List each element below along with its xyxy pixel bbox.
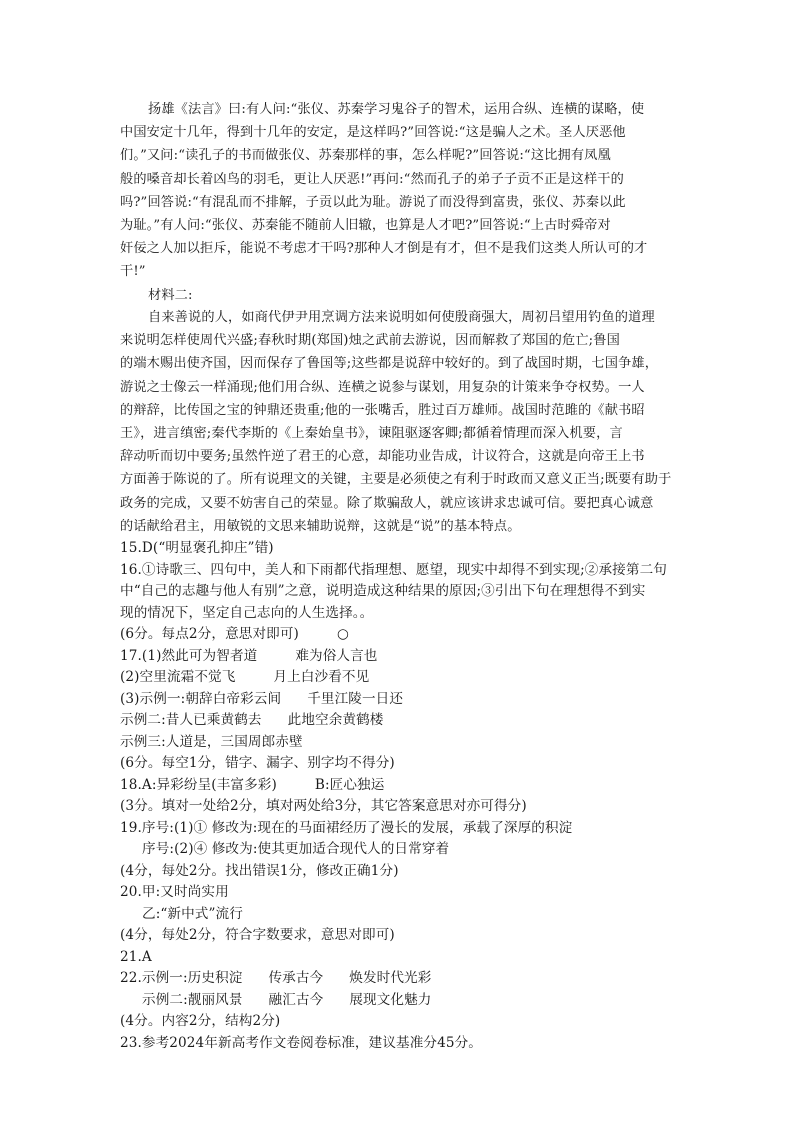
answer-part: (3)示例一:朝辞白帝彩云间 xyxy=(120,690,282,707)
answer-20-score: (4分，每处2分，符合字数要求，意思对即可) xyxy=(120,927,395,943)
passage-one xyxy=(120,98,647,284)
passage-line: 干!” xyxy=(120,264,146,280)
answer-part: 月上白沙看不见 xyxy=(273,669,370,685)
passage-line: 的端木赐出使齐国，因而保存了鲁国等;这些都是说辞中较好的。到了战国时期，七国争雄， xyxy=(120,356,659,372)
answer-17-1 xyxy=(120,646,667,668)
answer-16: 16.①诗歌三、四句中，美人和下雨都代指理想、愿望，现实中却得不到实现;②承接第二句 xyxy=(120,561,667,578)
answer-16-cont: 现的情况下，坚定自己志向的人生选择。。 xyxy=(120,604,374,621)
passage-line: 的辩辞，比传国之宝的钟鼎还贵重;他的一张嘴舌，胜过百万雄师。战国时范雎的《献书昭 xyxy=(120,402,645,418)
answer-17-3 xyxy=(120,689,667,711)
answer-part: 此地空余黄鹤楼 xyxy=(287,712,384,728)
answer-22-ex2 xyxy=(120,990,667,1012)
passage-line: 方面善于陈说的了。所有说理文的关键，主要是必须使之有利于时政而又意义正当;既要有助于 xyxy=(120,472,672,488)
passage-line: 王》，进言缜密;秦代李斯的《上秦始皇书》，谏阻驱逐客卿;都循着情理而深入机要，言 xyxy=(120,426,623,442)
answer-17-ex3: 示例三:人道是，三国周郎赤壁 xyxy=(120,733,303,750)
answer-part: 融汇古今 xyxy=(268,991,324,1008)
answer-20-a: 20.甲:又时尚实用 xyxy=(120,884,229,900)
passage-two xyxy=(120,306,671,538)
passage-line: 辞动听而切中要务;虽然忤逆了君王的心意，却能功业告成，计议符合，这就是向帝王上书 xyxy=(120,449,645,465)
answer-17-2 xyxy=(120,667,667,689)
answer-part: 焕发时代光彩 xyxy=(349,970,432,986)
passage-line: 游说之士像云一样涌现;他们用合纵、连横之说参与谋划，用复杂的计策来争夺权势。一人 xyxy=(120,379,645,395)
answer-19-score: (4分，每处2分。找出错误1分，修改正确1分) xyxy=(120,862,399,879)
answer-18-score: (3分。填对一处给2分，填对两处给3分，其它答案意思对亦可得分) xyxy=(120,798,527,814)
passage-line: 为耻。”有人问:“张仪、苏秦能不随前人旧辙，也算是人才吧?”回答说:“上古时舜帝对 xyxy=(120,218,611,234)
answer-part: 示例二:靓丽风景 xyxy=(142,991,243,1008)
answer-19-1: 19.序号:(1)① 修改为:现在的马面裙经历了漫长的发展，承载了深厚的积淀 xyxy=(120,819,573,836)
answer-18 xyxy=(120,775,667,797)
answer-16-score xyxy=(120,624,667,646)
answer-21: 21.A xyxy=(120,948,152,965)
passage-line: 的话献给君主，用敏锐的文思来辅助说辩，这就是“说”的基本特点。 xyxy=(120,518,521,534)
answer-19-2: 序号:(2)④ 修改为:使其更加适合现代人的日常穿着 xyxy=(142,841,450,857)
passage-line: 自来善说的人，如商代伊尹用烹调方法来说明如何使殷商强大，周初吕望用钓鱼的道理 xyxy=(148,310,655,325)
passage-line: 们。”又问:“读孔子的书而做张仪、苏秦那样的事，怎么样呢?”回答说:“这比拥有凤凰 xyxy=(120,148,611,164)
passage-line: 扬雄《法言》曰:有人问:“张仪、苏秦学习鬼谷子的智术，运用合纵、连横的谋略，使 xyxy=(148,102,645,117)
passage-line: 吗?”回答说:“有混乱而不排解，子贡以此为耻。游说了而没得到富贵，张仪、苏秦以此 xyxy=(120,194,626,210)
section-heading: 材料二: xyxy=(148,288,193,303)
answer-part: (2)空里流霜不觉飞 xyxy=(120,669,236,685)
answer-part: 难为俗人言也 xyxy=(295,647,378,664)
answer-17-score: (6分。每空1分，错字、漏字、别字均不得分) xyxy=(120,755,395,771)
answer-16-cont: 中“自己的志趣与他人有别”之意，说明造成这种结果的原因;③引出下句在理想得不到实 xyxy=(120,583,646,599)
score-note: (6分。每点2分，意思对即可) xyxy=(120,626,299,642)
answer-key xyxy=(120,538,667,1054)
answer-part: 17.(1)然此可为智者道 xyxy=(120,647,258,664)
answer-part: 展现文化魅力 xyxy=(349,991,432,1008)
answer-part: 22.示例一:历史积淀 xyxy=(120,970,243,986)
answer-22-ex1 xyxy=(120,968,667,990)
answer-part: 18.A:异彩纷呈(丰富多彩) xyxy=(120,776,277,793)
answer-part: 传承古今 xyxy=(268,970,324,986)
passage-line: 般的嗓音却长着凶鸟的羽毛，更让人厌恶!”再问:“然而孔子的弟子子贡不正是这样干的 xyxy=(120,171,624,187)
answer-part: 千里江陵一日还 xyxy=(307,690,404,707)
passage-line: 中国安定十几年，得到十几年的安定，是这样吗?”回答说:“这是骗人之术。圣人厌恶他 xyxy=(120,125,626,141)
answer-20-b: 乙:“新中式”流行 xyxy=(142,905,243,922)
passage-line: 奸佞之人加以拒斥，能说不考虑才干吗?那种人才倒是有才，但不是我们这类人所认可的才 xyxy=(120,241,648,257)
answer-22-score: (4分。内容2分，结构2分) xyxy=(120,1013,281,1029)
passage-line: 政务的完成，又要不妨害自己的荣显。除了欺骗敌人，就应该讲求忠诚可信。要把真心诚意 xyxy=(120,495,654,511)
answer-23: 23.参考2024年新高考作文卷阅卷标准，建议基准分45分。 xyxy=(120,1034,482,1051)
material-two-title xyxy=(120,284,193,307)
answer-15: 15.D(“明显褒孔抑庄”错) xyxy=(120,540,274,556)
answer-part: B:匠心独运 xyxy=(314,776,385,793)
answer-part: 示例二:昔人已乘黄鹤去 xyxy=(120,712,262,728)
answer-17-ex2 xyxy=(120,710,667,732)
circle-mark: ○ xyxy=(336,626,349,642)
passage-line: 来说明怎样使周代兴盛;春秋时期(郑国)烛之武前去游说，因而解救了郑国的危亡;鲁国 xyxy=(120,333,620,349)
